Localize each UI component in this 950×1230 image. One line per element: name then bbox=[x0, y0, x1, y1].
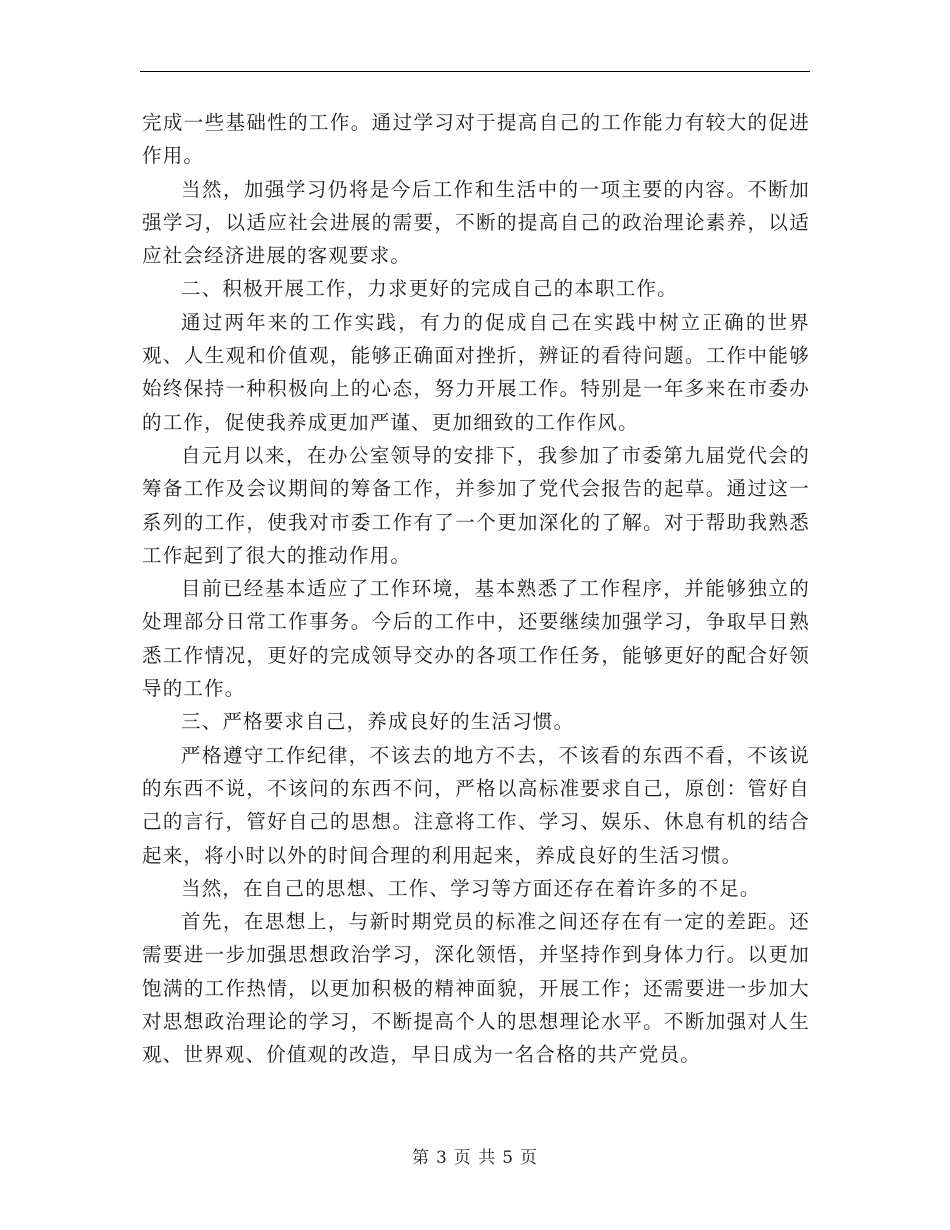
paragraph: 首先，在思想上，与新时期党员的标准之间还存在有一定的差距。还需要进一步加强思想政治学习，深化领悟，并坚持作到身体力行。以更加饱满的工作热情，以更加积极的精神面貌，开展工作；还需要进一步加大对思想政治理论的学习，不断提高个人的思想理论水平。不断加强对人生观、世界观、价值观的改造，早日成为一名合格的共产党员。 bbox=[142, 910, 810, 1067]
footer-middle: 页 共 bbox=[453, 1148, 497, 1168]
paragraph: 完成一些基础性的工作。通过学习对于提高自己的工作能力有较大的促进作用。 bbox=[142, 111, 810, 168]
total-pages-number: 5 bbox=[502, 1148, 515, 1168]
footer-suffix: 页 bbox=[520, 1148, 539, 1168]
current-page-number: 3 bbox=[435, 1148, 448, 1168]
page-footer bbox=[0, 1143, 950, 1168]
paragraph: 严格遵守工作纪律，不该去的地方不去，不该看的东西不看，不该说的东西不说，不该问的东西不问，严格以高标准要求自己，原创：管好自己的言行，管好自己的思想。注意将工作、学习、娱乐、休息有机的结合起来，将小时以外的时间合理的利用起来，养成良好的生活习惯。 bbox=[142, 743, 810, 867]
section-heading: 三、严格要求自己，养成良好的生活习惯。 bbox=[181, 710, 575, 734]
section-heading: 二、积极开展工作，力求更好的完成自己的本职工作。 bbox=[181, 277, 678, 301]
header-rule bbox=[140, 71, 810, 72]
paragraph: 自元月以来，在办公室领导的安排下，我参加了市委第九届党代会的筹备工作及会议期间的筹备工作，并参加了党代会报告的起草。通过这一系列的工作，使我对市委工作有了一个更加深化的了解。对于帮助我熟悉工作起到了很大的推动作用。 bbox=[142, 443, 810, 567]
paragraph: 目前已经基本适应了工作环境，基本熟悉了工作程序，并能够独立的处理部分日常工作事务。今后的工作中，还要继续加强学习，争取早日熟悉工作情况，更好的完成领导交办的各项工作任务，能够更好的配合好领导的工作。 bbox=[142, 577, 810, 701]
footer-prefix: 第 bbox=[411, 1148, 430, 1168]
paragraph: 当然，加强学习仍将是今后工作和生活中的一项主要的内容。不断加强学习，以适应社会进展的需要，不断的提高自己的政治理论素养，以适应社会经济进展的客观要求。 bbox=[142, 177, 810, 268]
paragraph: 当然，在自己的思想、工作、学习等方面还存在着许多的不足。 bbox=[181, 876, 761, 900]
document-body bbox=[142, 106, 810, 1072]
paragraph: 通过两年来的工作实践，有力的促成自己在实践中树立正确的世界观、人生观和价值观，能够正确面对挫折，辨证的看待问题。工作中能够始终保持一种积极向上的心态，努力开展工作。特别是一年多来在市委办的工作，促使我养成更加严谨、更加细致的工作作风。 bbox=[142, 310, 810, 434]
